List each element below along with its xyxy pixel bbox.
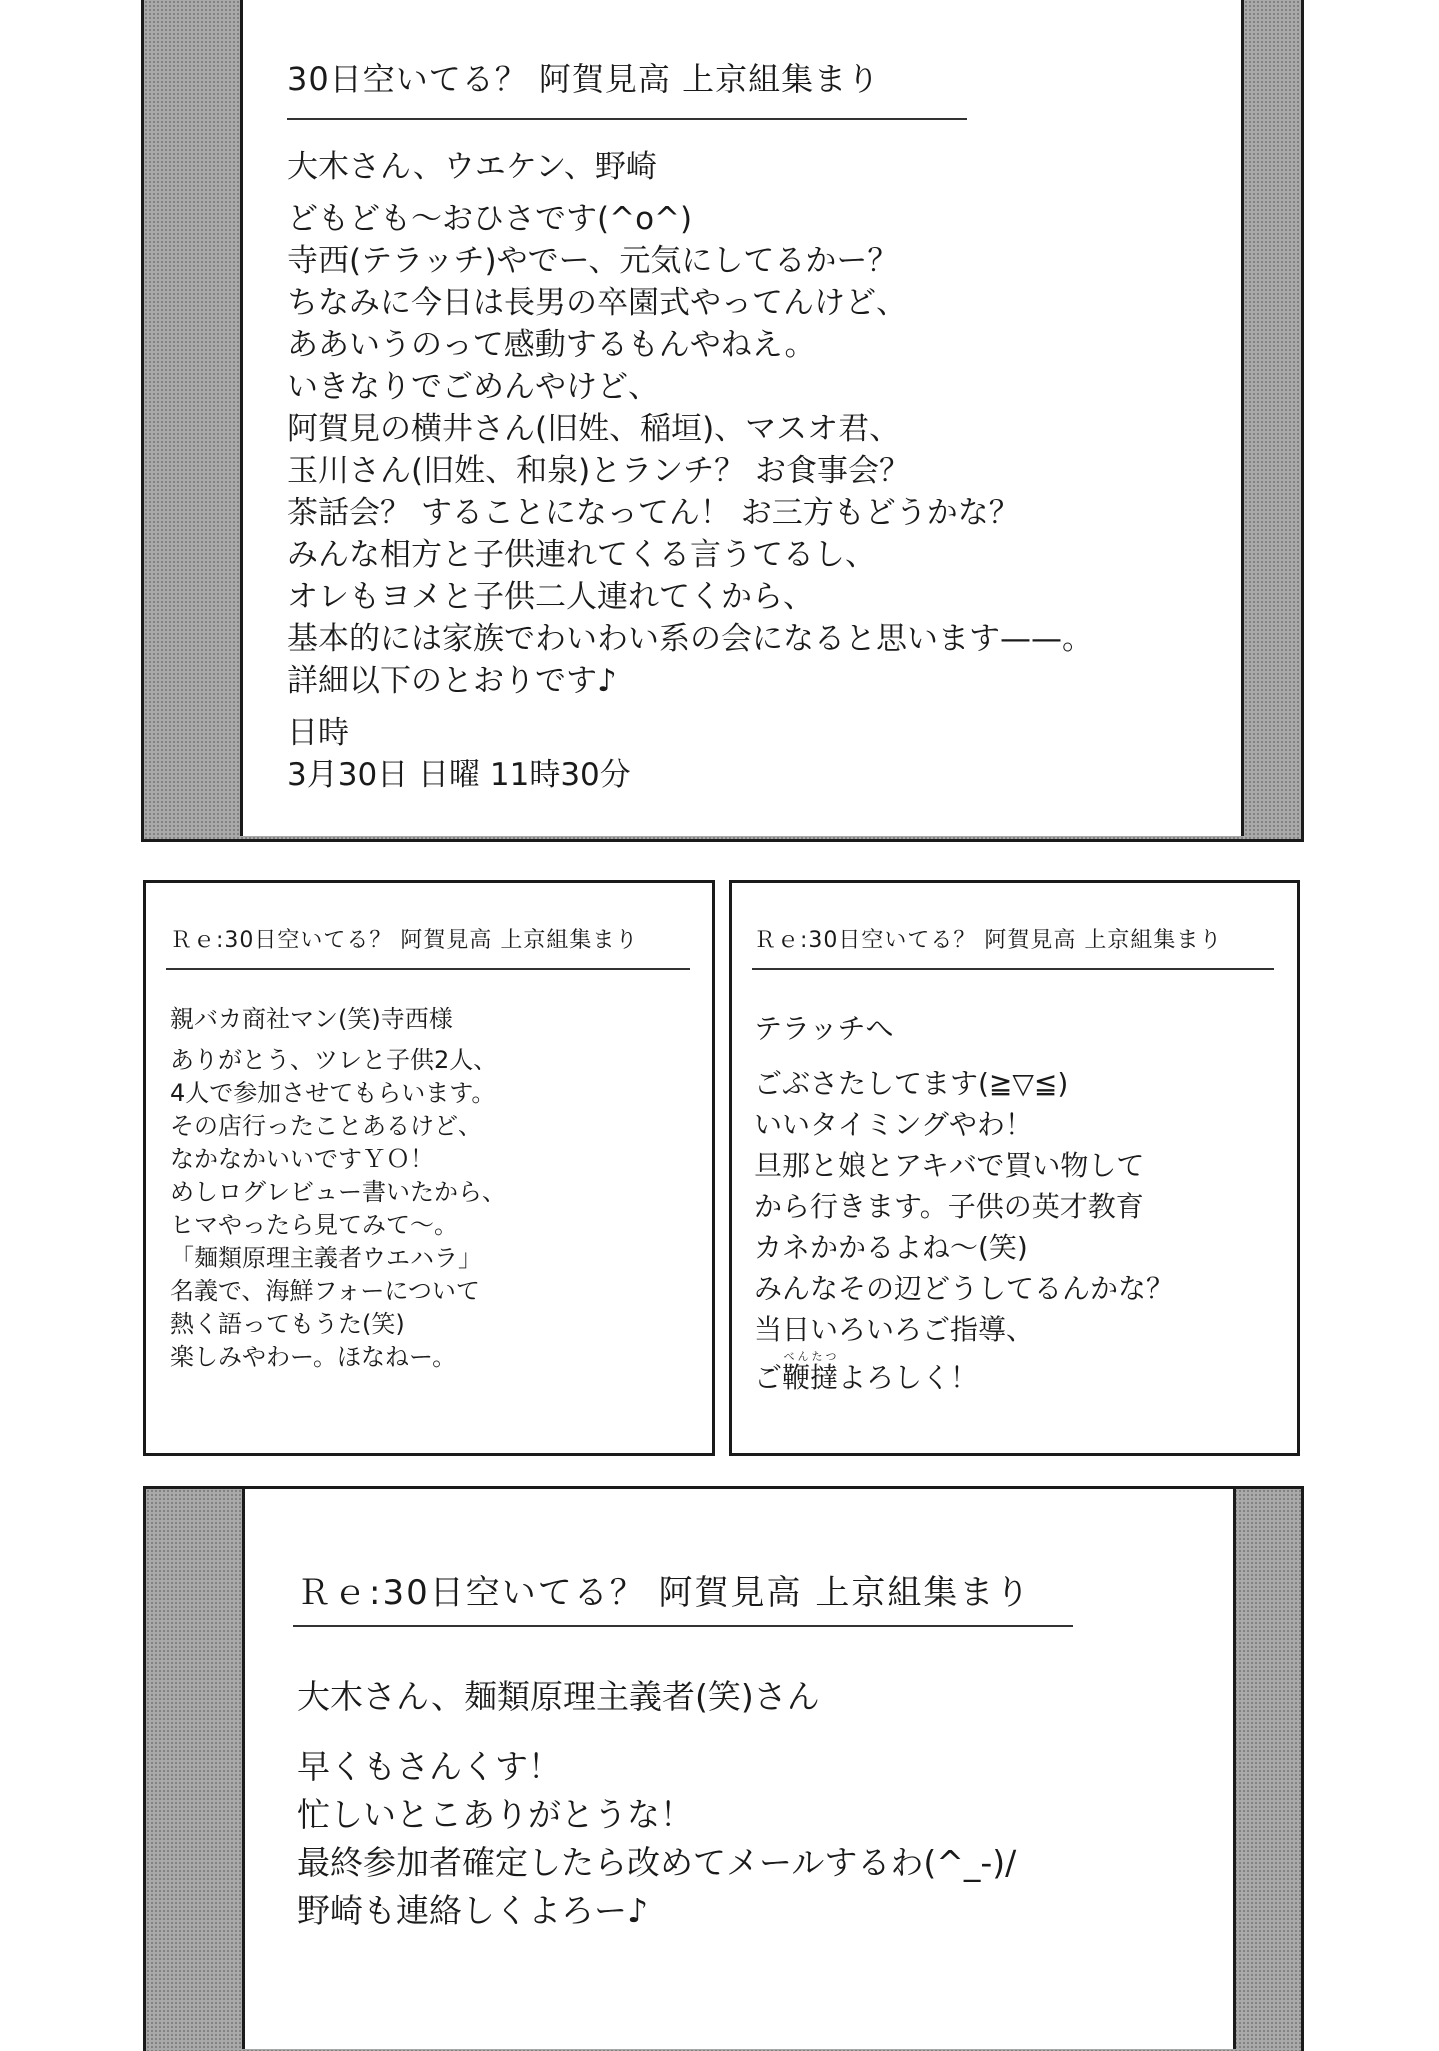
body-line: 詳細以下のとおりです♪ xyxy=(287,663,617,699)
body-line: めしログレビュー書いたから、 xyxy=(170,1178,506,1206)
email-subject: Ｒｅ:30日空いてる？ 阿賀見高 上京組集まり xyxy=(754,928,1223,953)
email-panel-2 xyxy=(143,880,715,1456)
body-line: 名義で、海鮮フォーについて xyxy=(170,1277,480,1305)
body-line: 楽しみやわー。ほなねー。 xyxy=(170,1343,457,1371)
body-line: 熱く語ってもうた(笑) xyxy=(170,1310,405,1338)
email-panel-3 xyxy=(729,880,1300,1456)
email-subject: Ｒｅ:30日空いてる？ 阿賀見高 上京組集まり xyxy=(297,1573,1032,1613)
body-line: 阿賀見の横井さん(旧姓、稲垣)、マスオ君、 xyxy=(287,411,901,447)
body-line: 旦那と娘とアキバで買い物して xyxy=(754,1149,1145,1182)
body-line: カネかかるよね〜(笑) xyxy=(754,1231,1028,1264)
body-line: どもども〜おひさです(^o^) xyxy=(287,201,693,237)
body-line: いきなりでごめんやけど、 xyxy=(287,369,659,405)
body-line-with-ruby xyxy=(754,1350,1174,1398)
body-line: 忙しいとこありがとうな！ xyxy=(297,1795,693,1834)
body-line: その店行ったことあるけど、 xyxy=(170,1112,482,1140)
body-line: オレもヨメと子供二人連れてくから、 xyxy=(287,579,814,615)
body-line: 当日いろいろご指導、 xyxy=(754,1313,1035,1346)
email-body xyxy=(170,1003,506,1374)
ruby-base: 鞭撻 xyxy=(782,1361,839,1394)
body-line: 早くもさんくす！ xyxy=(297,1747,561,1786)
body-line: 「麺類原理主義者ウエハラ」 xyxy=(170,1244,482,1272)
body-line: 最終参加者確定したら改めてメールするわ(^_-)/ xyxy=(297,1843,1017,1882)
body-line: ヒマやったら見てみて〜。 xyxy=(170,1211,458,1239)
email-panel-4 xyxy=(143,1486,1304,2051)
body-line: なかなかいいですＹＯ！ xyxy=(170,1145,434,1173)
date-label: 日時 xyxy=(287,715,349,751)
body-line: 寺西(テラッチ)やでー、元気にしてるかー？ xyxy=(287,243,899,279)
email-greeting: 大木さん、ウエケン、野崎 xyxy=(287,149,657,185)
email-sheet xyxy=(240,0,1244,836)
email-greeting: 親バカ商社マン(笑)寺西様 xyxy=(170,1005,453,1033)
email-body xyxy=(754,1008,1174,1398)
subject-divider xyxy=(752,968,1274,970)
body-line: ごぶさたしてます(≧▽≦) xyxy=(754,1067,1069,1100)
subject-divider xyxy=(293,1625,1073,1627)
body-line: みんなその辺どうしてるんかな？ xyxy=(754,1272,1175,1305)
body-line: 基本的には家族でわいわい系の会になると思います——。 xyxy=(287,621,1093,657)
ruby-word xyxy=(782,1350,839,1394)
body-line: 野崎も連絡しくよろー♪ xyxy=(297,1891,649,1930)
body-line: ありがとう、ツレと子供2人、 xyxy=(170,1046,498,1074)
ruby-reading: べんたつ xyxy=(782,1350,839,1363)
body-line: 4人で参加させてもらいます。 xyxy=(170,1079,496,1107)
body-line: いいタイミングやわ！ xyxy=(754,1108,1033,1141)
email-subject: 30日空いてる？ 阿賀見高 上京組集まり xyxy=(287,60,881,98)
body-line: ちなみに今日は長男の卒園式やってんけど、 xyxy=(287,285,907,321)
email-body xyxy=(297,1673,1016,1935)
date-value: 3月30日 日曜 11時30分 xyxy=(287,757,631,793)
email-subject: Ｒｅ:30日空いてる？ 阿賀見高 上京組集まり xyxy=(170,928,639,953)
body-line: から行きます。子供の英才教育 xyxy=(754,1190,1144,1223)
subject-divider xyxy=(287,118,967,120)
email-panel-1 xyxy=(141,0,1304,842)
body-line: 茶話会？ することになってん！ お三方もどうかな？ xyxy=(287,495,1020,531)
body-line: 玉川さん(旧姓、和泉)とランチ？ お食事会？ xyxy=(287,453,911,489)
subject-divider xyxy=(166,968,690,970)
line-prefix: ご xyxy=(754,1361,783,1394)
email-sheet xyxy=(242,1489,1236,2049)
body-line: ああいうのって感動するもんやねえ。 xyxy=(287,327,816,363)
email-body xyxy=(287,146,1093,796)
body-line: みんな相方と子供連れてくる言うてるし、 xyxy=(287,537,876,573)
line-suffix: よろしく！ xyxy=(838,1361,979,1394)
email-greeting: テラッチへ xyxy=(754,1012,894,1045)
email-greeting: 大木さん、麺類原理主義者(笑)さん xyxy=(297,1677,820,1716)
